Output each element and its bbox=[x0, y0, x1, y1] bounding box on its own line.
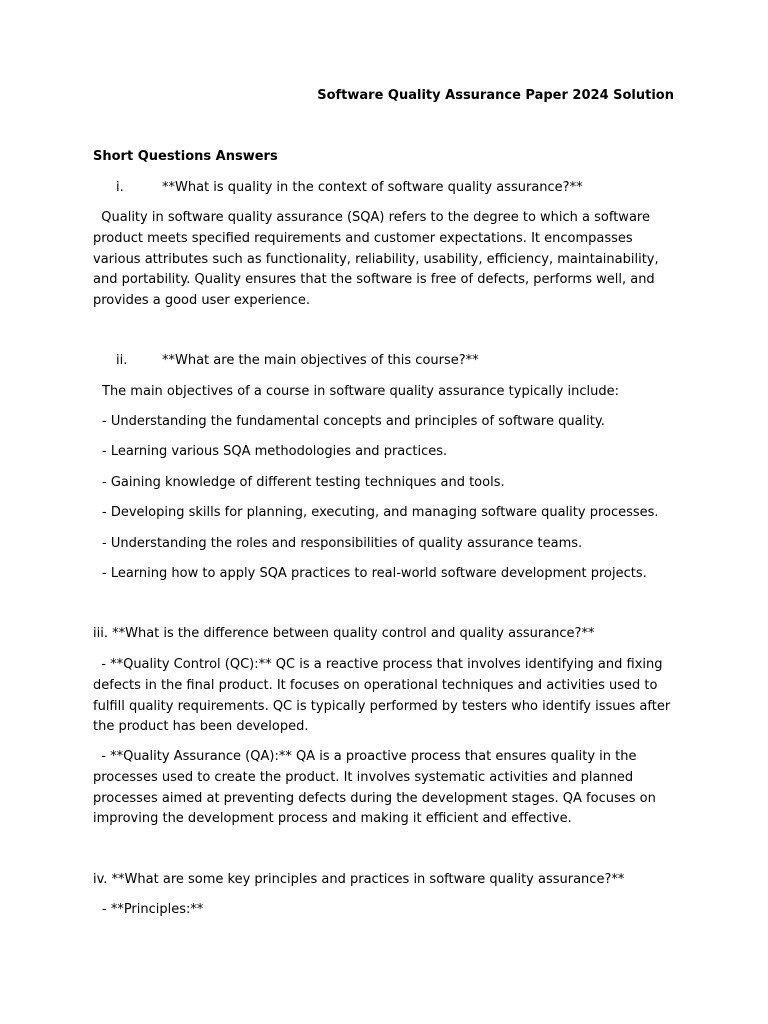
answer-3-qa: - **Quality Assurance (QA):** QA is a proactive process that ensures quality in the processes used to create the product. It involves systematic activities and planned processes aimed at preventing defects during the development stages. QA focuses on improving the development process and making it efficient and effective. bbox=[93, 749, 656, 827]
answer-3-qc: - **Quality Control (QC):** QC is a reactive process that involves identifying and fixing defects in the final product. It focuses on operational techniques and activities used to fulfill quality requirements. QC is typically performed by testers who identify issues after the product has been developed. bbox=[93, 657, 671, 735]
list-item: - Learning various SQA methodologies and practices. bbox=[102, 444, 448, 459]
answer-2-intro: The main objectives of a course in software quality assurance typically include: bbox=[102, 384, 619, 399]
answer-1: Quality in software quality assurance (SQA) refers to the degree to which a software product meets specified requirements and customer expectations. It encompasses various attributes such as functionality, reliability, usability, efficiency, maintainability, and portability. Quality ensures that the software is free of defects, performs well, and provides a good user experience. bbox=[93, 210, 659, 309]
list-item: - Learning how to apply SQA practices to real-world software development projects. bbox=[102, 566, 647, 581]
question-2-number: ii. bbox=[116, 353, 128, 368]
question-2 bbox=[116, 353, 479, 368]
question-1-number: i. bbox=[116, 180, 124, 195]
list-item: - Understanding the roles and responsibilities of quality assurance teams. bbox=[102, 536, 583, 551]
list-item: - Gaining knowledge of different testing techniques and tools. bbox=[102, 475, 505, 490]
list-item: - Understanding the fundamental concepts and principles of software quality. bbox=[102, 414, 605, 429]
section-heading: Short Questions Answers bbox=[93, 149, 278, 164]
principles-heading: - **Principles:** bbox=[102, 902, 204, 917]
question-2-text: **What are the main objectives of this course?** bbox=[162, 353, 479, 368]
document-title: Software Quality Assurance Paper 2024 Solution bbox=[317, 88, 674, 103]
question-4: iv. **What are some key principles and practices in software quality assurance?** bbox=[93, 872, 625, 887]
question-1-text: **What is quality in the context of software quality assurance?** bbox=[162, 180, 583, 195]
list-item: - Developing skills for planning, executing, and managing software quality processes. bbox=[102, 505, 659, 520]
question-1 bbox=[116, 180, 583, 195]
question-3: iii. **What is the difference between quality control and quality assurance?** bbox=[93, 626, 595, 641]
